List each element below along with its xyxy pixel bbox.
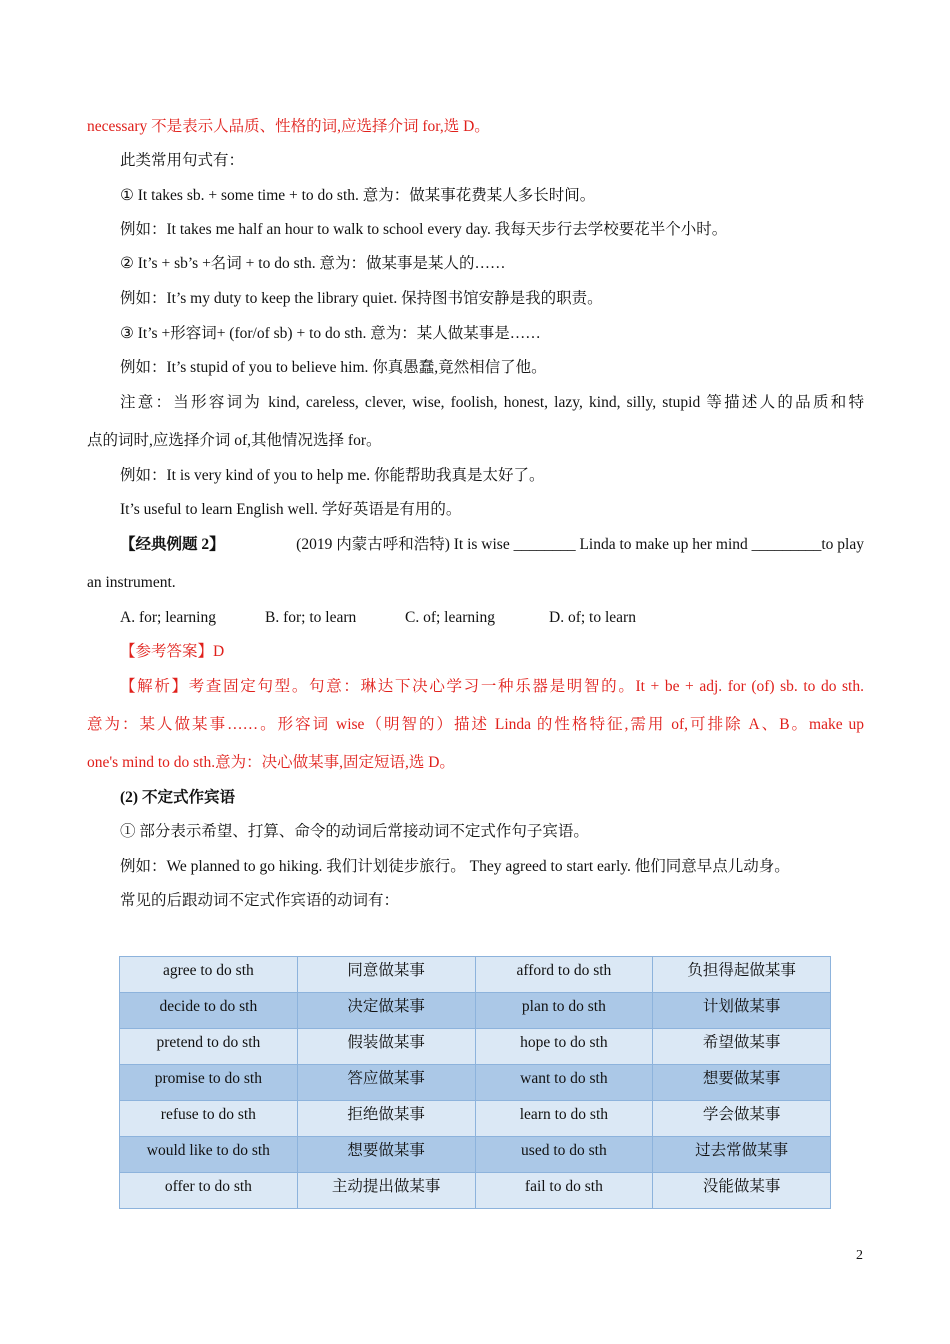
explanation-continued: necessary 不是表示人品质、性格的词,应选择介词 for,选 D。	[87, 118, 490, 135]
pattern-3: ③ It’s +形容词+ (for/of sb) + to do sth. 意为：某人做某事是……	[120, 325, 541, 342]
table-cell: 过去常做某事	[653, 1137, 831, 1173]
table-intro: 常见的后跟动词不定式作宾语的动词有：	[120, 892, 400, 909]
table-cell: 没能做某事	[653, 1173, 831, 1209]
note-line-2: 点的词时,应选择介词 of,其他情况选择 for。	[87, 432, 382, 449]
table-cell: fail to do sth	[475, 1173, 653, 1209]
table-cell: 学会做某事	[653, 1101, 831, 1137]
section-heading: (2) 不定式作宾语	[120, 789, 235, 806]
table-cell: afford to do sth	[475, 957, 653, 993]
example-4: 例如：It is very kind of you to help me. 你能帮助我真是太好了。	[120, 467, 545, 484]
example-6: 例如：We planned to go hiking. 我们计划徒步旅行。 They agreed to start early. 他们同意早点儿动身。	[120, 858, 790, 875]
table-row	[120, 957, 831, 993]
table-row	[120, 1065, 831, 1101]
page-number: 2	[856, 1248, 863, 1263]
table-cell: used to do sth	[475, 1137, 653, 1173]
table-cell: agree to do sth	[120, 957, 298, 993]
option-b: B. for; to learn	[265, 609, 357, 626]
table-cell: 主动提出做某事	[297, 1173, 475, 1209]
table-cell: 同意做某事	[297, 957, 475, 993]
verb-table	[119, 956, 831, 1209]
table-cell: 决定做某事	[297, 993, 475, 1029]
table-cell: want to do sth	[475, 1065, 653, 1101]
option-c: C. of; learning	[405, 609, 495, 626]
example-5: It’s useful to learn English well. 学好英语是有用的。	[120, 501, 462, 518]
table-row	[120, 1173, 831, 1209]
table-cell: hope to do sth	[475, 1029, 653, 1065]
table-cell: 希望做某事	[653, 1029, 831, 1065]
table-row	[120, 1101, 831, 1137]
exercise-question-line-1	[120, 535, 864, 555]
table-cell: 拒绝做某事	[297, 1101, 475, 1137]
option-a: A. for; learning	[120, 609, 216, 626]
table-row	[120, 1029, 831, 1065]
rule-1: ① 部分表示希望、打算、命令的动词后常接动词不定式作句子宾语。	[120, 823, 589, 840]
example-2: 例如：It’s my duty to keep the library quiet. 保持图书馆安静是我的职责。	[120, 290, 603, 307]
table-cell: learn to do sth	[475, 1101, 653, 1137]
pattern-2: ② It’s + sb’s +名词 + to do sth. 意为：做某事是某人的……	[120, 255, 506, 272]
table-cell: promise to do sth	[120, 1065, 298, 1101]
table-cell: 计划做某事	[653, 993, 831, 1029]
note-line-1: 注意：当形容词为 kind, careless, clever, wise, foolish, honest, lazy, kind, silly, stupid 等描述人的品质和特	[120, 394, 864, 411]
option-d: D. of; to learn	[549, 609, 636, 626]
example-3: 例如：It’s stupid of you to believe him. 你真愚蠢,竟然相信了他。	[120, 359, 547, 376]
pattern-intro: 此类常用句式有：	[120, 152, 245, 169]
table-cell: 想要做某事	[653, 1065, 831, 1101]
table-cell: 负担得起做某事	[653, 957, 831, 993]
table-cell: pretend to do sth	[120, 1029, 298, 1065]
answer: 【参考答案】D	[120, 643, 225, 660]
table-cell: 假装做某事	[297, 1029, 475, 1065]
table-cell: 想要做某事	[297, 1137, 475, 1173]
table-cell: refuse to do sth	[120, 1101, 298, 1137]
exercise-question-line-2: an instrument.	[87, 574, 176, 591]
table-cell: 答应做某事	[297, 1065, 475, 1101]
table-row	[120, 1137, 831, 1173]
table-cell: decide to do sth	[120, 993, 298, 1029]
exercise-label: 【经典例题 2】	[120, 536, 225, 553]
analysis-line-3: one's mind to do sth.意为：决心做某事,固定短语,选 D。	[87, 754, 455, 771]
analysis-line-2: 意为：某人做某事……。形容词 wise（明智的）描述 Linda 的性格特征,需用 of,可排除 A、B。make up	[87, 716, 864, 733]
table-row	[120, 993, 831, 1029]
example-1: 例如：It takes me half an hour to walk to school every day. 我每天步行去学校要花半个小时。	[120, 221, 728, 238]
pattern-1: ① It takes sb. + some time + to do sth. 意为：做某事花费某人多长时间。	[120, 187, 596, 204]
analysis-line-1: 【解析】考查固定句型。句意：琳达下决心学习一种乐器是明智的。It + be + adj. for (of) sb. to do sth.	[120, 678, 864, 695]
table-cell: plan to do sth	[475, 993, 653, 1029]
table-cell: would like to do sth	[120, 1137, 298, 1173]
exercise-question-text: (2019 内蒙古呼和浩特) It is wise ________ Linda to make up her mind _________to play	[296, 536, 864, 553]
table-cell: offer to do sth	[120, 1173, 298, 1209]
exercise-options	[120, 608, 720, 628]
